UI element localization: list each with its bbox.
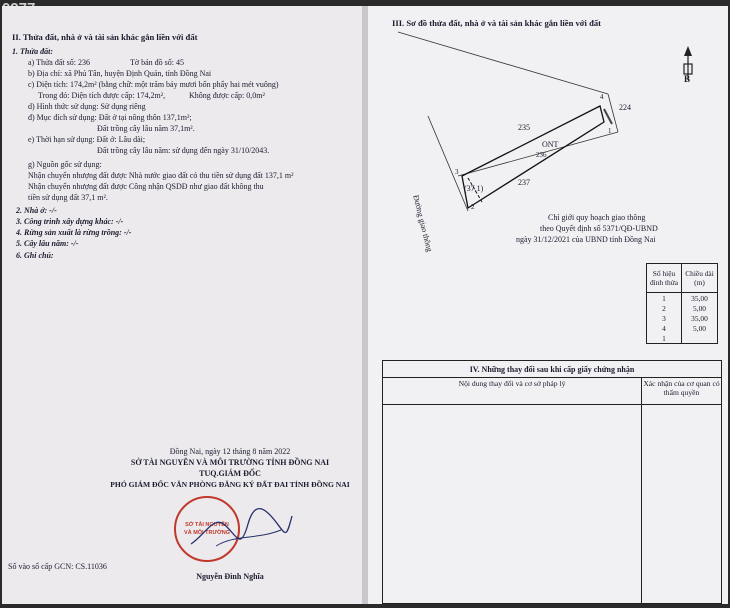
use-purpose-2: Đất trồng cây lâu năm 37,1m². — [97, 124, 195, 133]
label-237: 237 — [518, 178, 530, 187]
perennial-item: 5. Cây lâu năm: -/- — [16, 239, 79, 248]
vertex-1: 1 — [608, 127, 612, 135]
issue-date: Đồng Nai, ngày 12 tháng 8 năm 2022 — [169, 447, 291, 456]
north-label: B — [684, 74, 691, 84]
signer-title: PHÓ GIÁM ĐỐC VĂN PHÒNG ĐĂNG KÝ ĐẤT ĐAI TỈNH ĐỒNG NAI — [110, 480, 350, 489]
left-page — [2, 6, 362, 604]
table-row: 1 35,00 — [647, 293, 718, 304]
label-ont: ONT — [542, 140, 559, 149]
section-ii-title: II. Thửa đất, nhà ở và tài sản khác gắn liền với đất — [12, 32, 198, 42]
area-not-granted: Không được cấp: 0,0m² — [189, 91, 265, 100]
house-item: 2. Nhà ở: -/- — [16, 206, 57, 215]
plan-note-2: theo Quyết định số 5371/QĐ-UBND — [540, 224, 658, 233]
label-236: 236 — [536, 151, 547, 159]
address: b) Địa chỉ: xã Phú Tân, huyện Định Quán, tỉnh Đồng Nai — [28, 69, 212, 78]
changes-col-content: Nội dung thay đổi và cơ sở pháp lý — [383, 378, 642, 405]
label-224: 224 — [619, 103, 631, 112]
signature — [186, 504, 296, 554]
table-row: 3 35,00 — [647, 313, 718, 323]
origin-2: Nhận chuyển nhượng đất được Công nhận QSDĐ như giao đất không thu — [28, 182, 264, 191]
changes-title: IV. Những thay đổi sau khi cấp giấy chứng nhận — [383, 361, 722, 378]
use-form: d) Hình thức sử dụng: Sử dụng riêng — [28, 102, 146, 111]
table-row: 2 5,00 — [647, 303, 718, 313]
vertex-2: 2 — [471, 203, 475, 211]
section-iii-title: III. Sơ đồ thửa đất, nhà ở và tài sản khác gắn liền với đất — [392, 18, 602, 28]
construction-item: 3. Công trình xây dựng khác: -/- — [16, 217, 124, 226]
origin-1: Nhận chuyển nhượng đất được Nhà nước giao đất có thu tiền sử dụng đất 137,1 m² — [28, 171, 294, 180]
right-page — [368, 6, 728, 604]
area: c) Diện tích: 174,2m² (bằng chữ: một trăm bảy mươi bốn phẩy hai mét vuông) — [28, 80, 279, 89]
forest-item: 4. Rừng sản xuất là rừng trồng: -/- — [16, 228, 132, 237]
use-purpose: đ) Mục đích sử dụng: Đất ở tại nông thôn 137,1m²; — [28, 113, 192, 122]
table-row: 1 — [647, 333, 718, 344]
road-label: Đường giao thông — [411, 194, 435, 253]
marker-stroke — [604, 109, 612, 124]
edge-length-table — [646, 263, 718, 344]
map-sheet: Tờ bản đồ số: 45 — [130, 58, 185, 67]
land-heading: 1. Thửa đất: — [12, 47, 54, 56]
certificate-number: Số vào sổ cấp GCN: CS.11036 — [8, 562, 107, 571]
use-term-2: Đất trồng cây lâu năm: sử dụng đến ngày 31/10/2043. — [97, 146, 270, 155]
signer-name: Nguyễn Đình Nghĩa — [196, 572, 264, 581]
area-detail: Trong đó: Diện tích được cấp: 174,2m², — [38, 91, 166, 100]
plan-note-1: Chỉ giới quy hoạch giao thông — [548, 213, 646, 222]
use-term: e) Thời hạn sử dụng: Đất ở: Lâu dài; — [28, 135, 146, 144]
sub-area-label: (37,1) — [464, 184, 484, 193]
parcel-number: a) Thửa đất số: 236 — [28, 58, 90, 67]
col-vertex-header: Số hiệu đỉnh thửa — [647, 264, 682, 293]
label-235: 235 — [518, 123, 530, 132]
vertex-4: 4 — [600, 93, 604, 101]
boundary-line — [398, 32, 608, 94]
vertex-3: 3 — [455, 168, 459, 176]
issuing-org: SỞ TÀI NGUYÊN VÀ MÔI TRƯỜNG TỈNH ĐỒNG NAI — [130, 458, 330, 467]
changes-col-confirm: Xác nhận của cơ quan có thẩm quyền — [642, 378, 722, 405]
col-length-header: Chiều dài (m) — [682, 264, 718, 293]
road-edge-line — [428, 116, 468, 211]
origin: g) Nguồn gốc sử dụng: — [28, 160, 102, 169]
stamp-text: SỞ TÀI NGUYÊN VÀ MÔI TRƯỜNG — [184, 521, 230, 536]
changes-content-cell — [383, 405, 642, 604]
table-row: 4 5,00 — [647, 323, 718, 333]
origin-3: tiền sử dụng đất 37,1 m². — [28, 193, 108, 202]
notes-item: 6. Ghi chú: — [16, 251, 54, 260]
changes-confirm-cell — [642, 405, 722, 604]
authorization: TUQ.GIÁM ĐỐC — [199, 469, 261, 478]
plan-note-3: ngày 31/12/2021 của UBND tỉnh Đồng Nai — [516, 235, 656, 244]
changes-table — [382, 360, 722, 604]
